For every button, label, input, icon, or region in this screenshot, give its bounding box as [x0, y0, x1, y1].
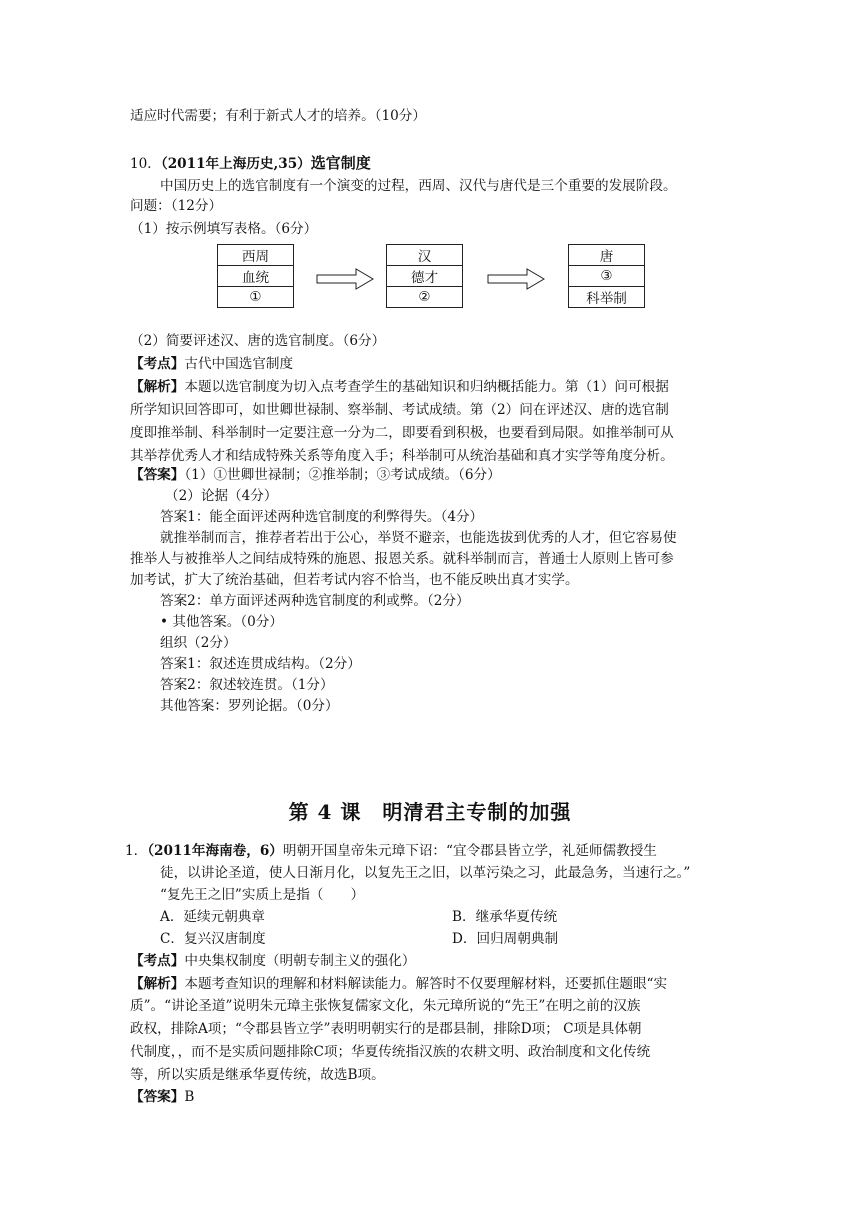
q10-daan-3: 答案1：能全面评述两种选官制度的利弊得失。（4分） [160, 509, 484, 525]
q10-jiexi-1: 【解析】本题以选官制度为切入点考查学生的基础知识和归纳概括能力。第（1）问可根据 [130, 379, 669, 395]
table-cell: 德才 [387, 266, 463, 287]
table-cell: 血统 [218, 266, 294, 287]
table-cell: 科举制 [569, 287, 645, 308]
q10-daan-10: 答案1：叙述连贯成结构。（2分） [160, 656, 361, 672]
q1-jiexi-2: 质”。“讲论圣道”说明朱元璋主张恢复儒家文化，朱元璋所说的“先王”在明之前的汉族 [130, 998, 641, 1014]
q1-kaodian: 【考点】中央集权制度（明朝专制主义的强化） [130, 953, 416, 969]
q10-intro-1: 中国历史上的选官制度有一个演变的过程，西周、汉代与唐代是三个重要的发展阶段。 [160, 178, 677, 194]
q10-daan-9: 组织（2分） [160, 635, 237, 651]
q1-jiexi-1: 【解析】本题考查知识的理解和材料解读能力。解答时不仅要理解材料，还要抓住题眼“实 [130, 976, 668, 992]
table-cell: ① [218, 287, 294, 308]
q1-jiexi-5: 等，所以实质是继承华夏传统，故选B项。 [130, 1067, 385, 1083]
q10-intro-2: 问题：（12分） [130, 198, 223, 214]
q10-header [130, 154, 371, 174]
q10-daan-1: 【答案】（1）①世卿世禄制；②推举制；③考试成绩。（6分） [130, 467, 501, 483]
q10-part2: （2）简要评述汉、唐的选官制度。（6分） [130, 333, 386, 349]
q10-part1: （1）按示例填写表格。（6分） [130, 221, 318, 237]
q10-jiexi-3: 度即推举制、科举制时一定要注意一分为二，即要看到积极，也要看到局限。如推举制可从 [130, 425, 674, 441]
arrow-right-icon [487, 268, 545, 290]
table-cell: 西周 [218, 245, 294, 266]
lesson-title: 第 4 课 明清君主专制的加强 [288, 800, 572, 824]
q10-source: （2011年上海历史,35） [160, 156, 311, 172]
arrow-right-icon [316, 268, 374, 290]
q1-option-c: C．复兴汉唐制度 [160, 931, 266, 947]
q1-stem-1: 1．（2011年海南卷，6）明朝开国皇帝朱元璋下诏：“宜令郡县皆立学，礼延师儒教授生 [125, 843, 657, 859]
q1-option-a: A．延续元朝典章 [160, 909, 265, 925]
q10-daan-8: • 其他答案。（0分） [160, 614, 283, 630]
table-cell: ② [387, 287, 463, 308]
q10-daan-6: 加考试，扩大了统治基础，但若考试内容不恰当，也不能反映出真才实学。 [130, 572, 579, 588]
q10-jiexi-2: 所学知识回答即可，如世卿世禄制、察举制、考试成绩。第（2）问在评述汉、唐的选官制 [130, 402, 669, 418]
table-han [386, 244, 463, 308]
q10-daan-7: 答案2：单方面评述两种选官制度的利或弊。（2分） [160, 593, 470, 609]
q10-daan-2: （2）论据（4分） [165, 488, 278, 504]
q10-topic: 选官制度 [310, 154, 371, 172]
q1-jiexi-3: 政权，排除A项；“令郡县皆立学”表明明朝实行的是郡县制，排除D项； C项是具体朝 [130, 1021, 642, 1037]
q1-jiexi-4: 代制度，，而不是实质问题排除C项；华夏传统指汉族的农耕文明、政治制度和文化传统 [130, 1044, 651, 1060]
q1-stem-2: 徒，以讲论圣道，使人日渐月化，以复先王之旧，以革污染之习，此最急务，当速行之。” [160, 865, 691, 881]
q10-daan-4: 就推举制而言，推荐者若出于公心，举贤不避亲，也能选拔到优秀的人才，但它容易使 [160, 530, 677, 546]
q1-stem-3: “复先王之旧”实质上是指（ ） [160, 887, 365, 903]
q10-number: 10． [130, 156, 161, 172]
q10-daan-12: 其他答案：罗列论据。（0分） [160, 698, 339, 714]
table-cell: 汉 [387, 245, 463, 266]
table-cell: ③ [569, 266, 645, 287]
table-tang [568, 244, 645, 308]
table-xizhou [217, 244, 294, 308]
q10-kaodian: 【考点】古代中国选官制度 [130, 356, 294, 372]
q10-jiexi-4: 其举荐优秀人才和结成特殊关系等角度入手；科举制可从统治基础和真才实学等角度分析。 [130, 448, 674, 464]
q1-daan: 【答案】B [130, 1089, 195, 1105]
q1-option-d: D．回归周朝典制 [452, 931, 559, 947]
q1-option-b: B．继承华夏传统 [452, 909, 558, 925]
q10-daan-11: 答案2：叙述较连贯。（1分） [160, 677, 334, 693]
table-cell: 唐 [569, 245, 645, 266]
q10-daan-5: 推举人与被推举人之间结成特殊的施恩、报恩关系。就科举制而言，普通士人原则上皆可参 [130, 551, 674, 567]
top-line: 适应时代需要；有利于新式人才的培养。（10分） [130, 108, 426, 124]
